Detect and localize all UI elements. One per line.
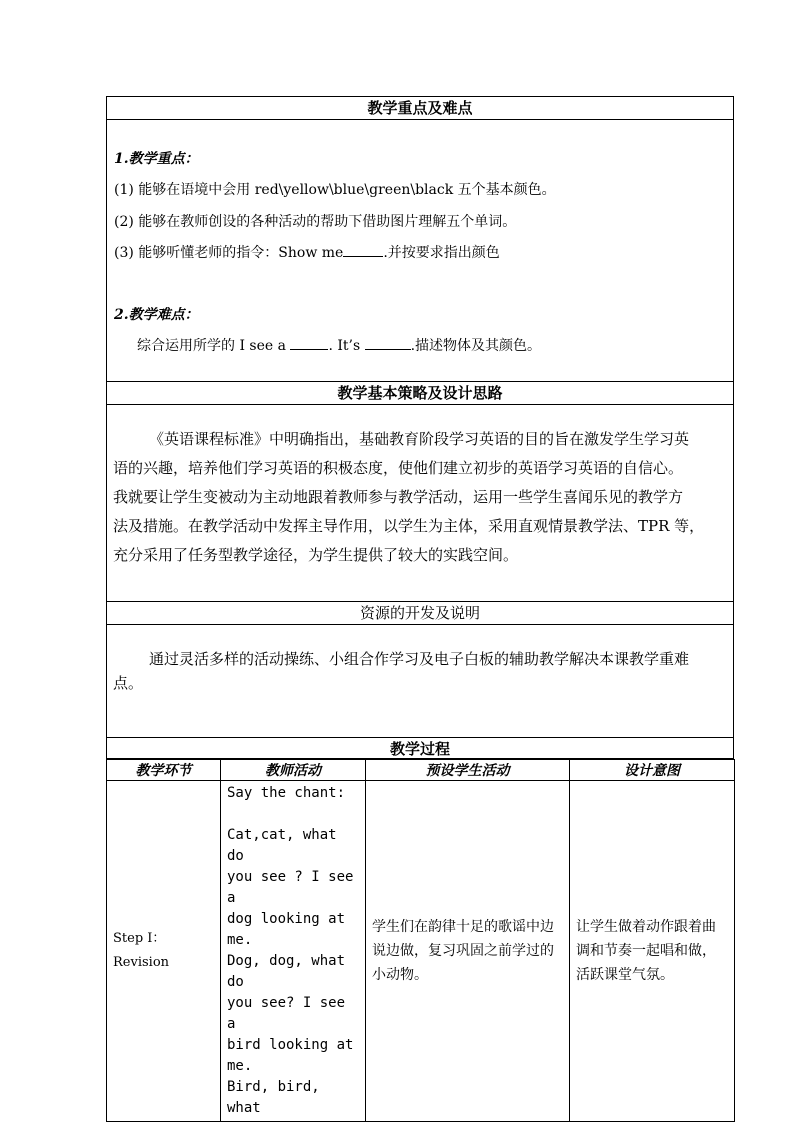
fill-blank: [365, 337, 411, 350]
focus-section: [106, 96, 734, 381]
strategy-paragraph: [113, 425, 727, 570]
key-point-2: (2) 能够在教师创设的各种活动的帮助下借助图片理解五个单词。: [114, 214, 517, 230]
header-stage: 教学环节: [107, 760, 221, 781]
resources-section: [106, 601, 734, 737]
focus-title: 教学重点及难点: [107, 97, 733, 120]
table-row: [107, 781, 735, 1122]
process-table: [106, 759, 735, 1122]
difficulty-part-b: . It’s: [328, 338, 361, 354]
key-points-heading: 1.教学重点：: [114, 151, 199, 167]
teacher-activity-cell: Say the chant: Cat,cat, what do you see ? I see a dog looking at me. Dog, dog, what do you see? I see a bird looking at me. Bird, bird, what: [221, 781, 366, 1122]
process-section: [106, 737, 734, 759]
key-point-3: [114, 242, 500, 262]
fill-blank: [290, 337, 328, 350]
lesson-plan-document: [106, 96, 734, 1122]
header-intent: 设计意图: [570, 760, 735, 781]
header-teacher: 教师活动: [221, 760, 366, 781]
difficulty-text: [137, 335, 541, 355]
resources-line-2: 点。: [113, 674, 144, 692]
student-activity-cell: 学生们在韵律十足的歌谣中边说边做，复习巩固之前学过的小动物。: [366, 781, 570, 1122]
key-point-1: (1) 能够在语境中会用 red\yellow\blue\green\black 五个基本颜色。: [114, 182, 556, 198]
strategy-title: 教学基本策略及设计思路: [107, 382, 733, 405]
key-point-3-text: (3) 能够听懂老师的指令：Show me: [114, 245, 344, 261]
fill-blank: [343, 244, 383, 257]
table-header-row: [107, 760, 735, 781]
strategy-line-4: 法及措施。在教学活动中发挥主导作用，以学生为主体，采用直观情景教学法、TPR 等，: [113, 517, 705, 535]
key-point-3-tail: .并按要求指出颜色: [383, 245, 500, 261]
difficulty-part-c: .描述物体及其颜色。: [410, 338, 542, 354]
resources-title: 资源的开发及说明: [107, 602, 733, 625]
strategy-line-3: 我就要让学生变被动为主动地跟着教师参与教学活动，运用一些学生喜闻乐见的教学方: [113, 488, 684, 506]
difficulty-part-a: 综合运用所学的 I see a: [137, 338, 286, 354]
strategy-line-2: 语的兴趣，培养他们学习英语的积极态度，使他们建立初步的英语学习英语的自信心。: [113, 459, 684, 477]
difficulty-heading: 2.教学难点：: [114, 307, 199, 323]
resources-paragraph: [113, 647, 727, 695]
strategy-line-5: 充分采用了任务型教学途径，为学生提供了较大的实践空间。: [113, 546, 519, 564]
process-title: 教学过程: [107, 738, 733, 759]
stage-cell: Step Ⅰ： Revision: [107, 781, 221, 1122]
strategy-section: [106, 381, 734, 601]
design-intent-cell: 让学生做着动作跟着曲调和节奏一起唱和做，活跃课堂气氛。: [570, 781, 735, 1122]
header-student: 预设学生活动: [366, 760, 570, 781]
resources-line-1: 通过灵活多样的活动操练、小组合作学习及电子白板的辅助教学解决本课教学重难: [149, 650, 690, 668]
strategy-line-1: 《英语课程标准》中明确指出，基础教育阶段学习英语的目的旨在激发学生学习英: [149, 430, 690, 448]
